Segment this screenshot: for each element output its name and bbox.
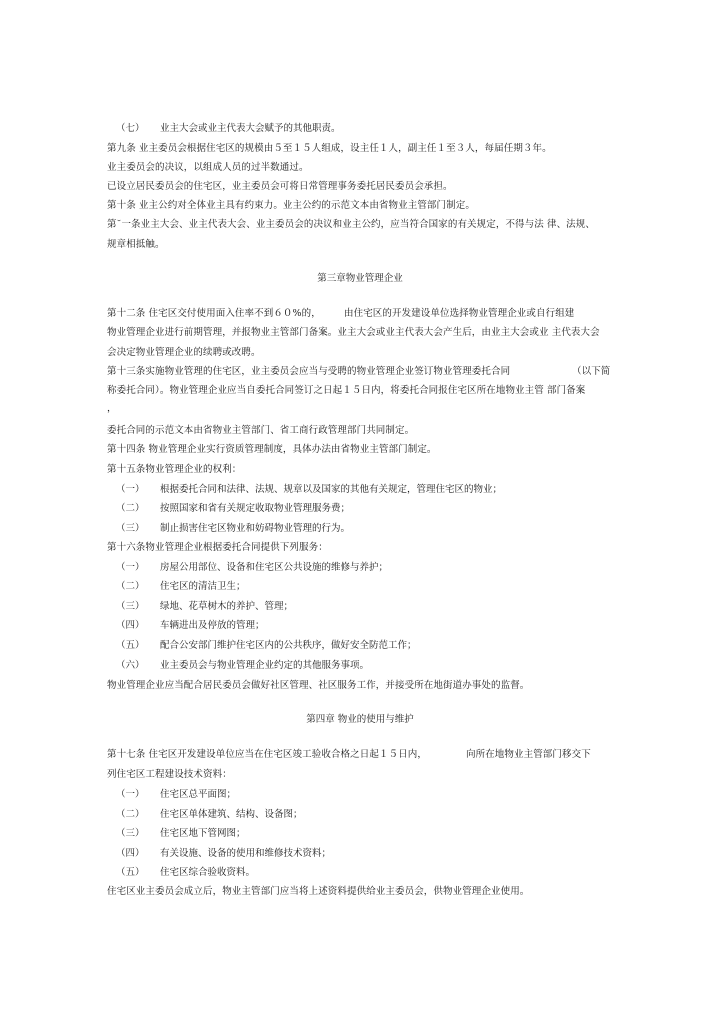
item-number: （五）	[116, 867, 145, 878]
article-13-line-4: 委托合同的示范文本由省物业主管部门、省工商行政管理部门共同制定。	[107, 425, 415, 436]
item-text: 制止损害住宅区物业和妨碍物业管理的行为。	[160, 523, 351, 534]
article-15: 第十五条物业管理企业的权利：	[107, 464, 242, 475]
article-16: 第十六条物业管理企业根据委托合同提供下列服务：	[107, 542, 328, 553]
item-text: 住宅区地下管网图；	[160, 828, 246, 839]
item-number: （四）	[116, 620, 145, 631]
item-text: 车辆进出及停放的管理；	[160, 620, 265, 631]
article-17-line-1b: 向所在地物业主管部门移交下	[466, 749, 591, 760]
item-text: 有关设施、设备的使用和维修技术资料；	[160, 848, 332, 859]
article-9-line-3: 已设立居民委员会的住宅区，业主委员会可将日常管理事务委托居民委员会承担。	[107, 181, 453, 192]
article-11-line-2: 规章相抵触。	[107, 239, 165, 250]
item-text: 业主委员会与物业管理企业约定的其他服务事项。	[160, 660, 370, 671]
chapter-3-heading: 第三章物业管理企业	[317, 273, 403, 284]
item-number: （一）	[116, 789, 145, 800]
item-number: （三）	[116, 601, 145, 612]
item-text: 按照国家和省有关规定收取物业管理服务费；	[160, 503, 351, 514]
item-text: 根据委托合同和法律、法规、规章以及国家的其他有关规定，管理住宅区的物业；	[160, 484, 503, 495]
item-number: （三）	[116, 828, 145, 839]
item-number: （二）	[116, 581, 145, 592]
article-9: 第九条 业主委员会根据住宅区的规模由５至１５人组成，设主任１人，副主任１至３人，每届任期３年。	[107, 143, 552, 154]
article-10: 第十条 业主公约对全体业主具有约束力。业主公约的示范文本由省物业主管部门制定。	[107, 200, 475, 211]
article-13-line-2: 称委托合同）。物业管理企业应当自委托合同签订之日起１５日内，将委托合同报住宅区所在地物业主管 部门备案	[107, 385, 586, 396]
item-text: 住宅区总平面图；	[160, 789, 237, 800]
item-text: 住宅区综合验收资料。	[160, 867, 256, 878]
item-text: 业主大会或业主代表大会赋予的其他职责。	[160, 123, 341, 134]
article-12-line-1a: 第十二条 住宅区交付使用面入住率不到６０%的，	[107, 308, 321, 319]
item-text: 绿地、花草树木的养护、管理；	[160, 601, 294, 612]
item-number: （二）	[116, 503, 145, 514]
item-number: （七）	[116, 123, 145, 134]
article-12-line-1b: 由住宅区的开发建设单位选择物业管理企业或自行组建	[344, 308, 575, 319]
article-13-line-1a: 第十三条实施物业管理的住宅区，业主委员会应当与受聘的物业管理企业签订物业管理委托合同	[107, 366, 511, 377]
item-number: （三）	[116, 523, 145, 534]
article-17-tail: 住宅区业主委员会成立后，物业主管部门应当将上述资料提供给业主委员会，供物业管理企业使用。	[107, 886, 530, 897]
item-number: （六）	[116, 660, 145, 671]
item-number: （一）	[116, 562, 145, 573]
item-text: 住宅区单体建筑、结构、设备图；	[160, 809, 303, 820]
article-9-line-2: 业主委员会的决议，以组成人员的过半数通过。	[107, 162, 309, 173]
article-14: 第十四条 物业管理企业实行资质管理制度，具体办法由省物业主管部门制定。	[107, 444, 437, 455]
article-13-line-3: ，	[107, 403, 117, 414]
item-number: （二）	[116, 809, 145, 820]
item-text: 房屋公用部位、设备和住宅区公共设施的维修与养护；	[160, 562, 389, 573]
item-number: （四）	[116, 848, 145, 859]
article-12-line-3: 会决定物业管理企业的续聘或改聘。	[107, 347, 261, 358]
chapter-4-heading: 第四章 物业的使用与维护	[306, 714, 414, 725]
item-text: 住宅区的清洁卫生；	[160, 581, 246, 592]
item-number: （一）	[116, 484, 145, 495]
article-12-line-2: 物业管理企业进行前期管理，并报物业主管部门备案。业主大会或业主代表大会产生后，由业主大会或业 主代表大会	[107, 327, 600, 338]
item-text: 配合公安部门维护住宅区内的公共秩序，做好安全防范工作；	[160, 640, 417, 651]
article-17-line-1a: 第十七条 住宅区开发建设单位应当在住宅区竣工验收合格之日起１５日内，	[107, 749, 427, 760]
article-17-line-2: 列住宅区工程建设技术资料：	[107, 769, 232, 780]
article-16-tail: 物业管理企业应当配合居民委员会做好社区管理、社区服务工作，并接受所在地街道办事处的监督。	[107, 680, 530, 691]
article-13-line-1b: （以下简	[572, 366, 611, 377]
item-number: （五）	[116, 640, 145, 651]
article-11-line-1: 第˘一条业主大会、业主代表大会、业主委员会的决议和业主公约，应当符合国家的有关规定，不得与法 律、法规、	[107, 219, 595, 230]
